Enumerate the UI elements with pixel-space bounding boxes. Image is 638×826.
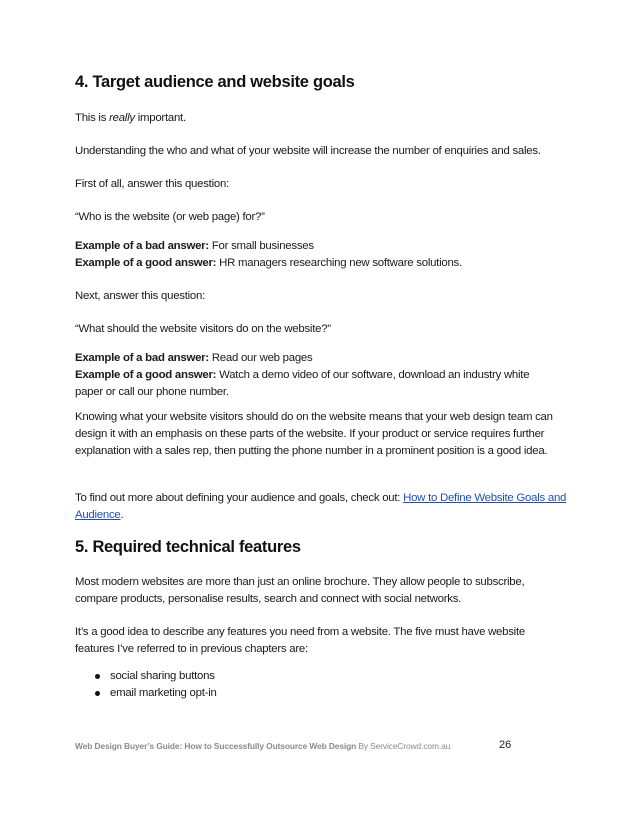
bad-answer-text: Read our web pages — [208, 352, 313, 364]
define-goals-link[interactable]: How to Define Website Goals and Audience — [75, 492, 567, 521]
text: To find out more about defining your audience and goals, check out: — [75, 492, 404, 504]
text: This is — [75, 112, 110, 124]
good-answer-label: Example of a good answer: — [75, 257, 217, 269]
good-answer-text: Watch a demo video of our software, download an industry white paper or call our phone number. — [75, 369, 530, 398]
list-item-label: email marketing opt-in — [110, 687, 217, 699]
paragraph-knowing: Knowing what your website visitors should do on the website means that your web design team can design it with an emphasis on these parts of the website. If your product or service requires further explanation with a sales rep, then putting the phone number in a prominent position is a good idea. — [75, 411, 553, 457]
bad-answer-text: For small businesses — [208, 240, 314, 252]
examples-who — [75, 238, 575, 272]
list-item — [75, 685, 217, 702]
page-number: 26 — [499, 739, 512, 751]
examples-what — [75, 350, 555, 401]
footer-source: By ServiceCrowd.com.au — [356, 741, 451, 751]
section-5-heading: 5. Required technical features — [75, 538, 301, 556]
question-what: “What should the website visitors do on the website?” — [75, 323, 331, 335]
paragraph-describe-features: It’s a good idea to describe any features you need from a website. The five must have website features I’ve referred to in previous chapters are: — [75, 626, 525, 655]
text: important. — [134, 112, 186, 124]
paragraph-find-out-more — [75, 490, 567, 524]
paragraph-modern-websites: Most modern websites are more than just an online brochure. They allow people to subscribe, compare products, personalise results, search and connect with social networks. — [75, 576, 525, 605]
paragraph-importance — [75, 110, 186, 127]
good-answer-text: HR managers researching new software solutions. — [216, 257, 462, 269]
text: . — [120, 509, 124, 521]
bad-answer-label: Example of a bad answer: — [75, 352, 209, 364]
question-who: “Who is the website (or web page) for?” — [75, 211, 265, 223]
paragraph-first-question: First of all, answer this question: — [75, 178, 229, 190]
feature-list — [75, 668, 217, 702]
list-item-label: social sharing buttons — [110, 670, 215, 682]
paragraph-understanding: Understanding the who and what of your website will increase the number of enquiries and sales. — [75, 145, 541, 157]
list-item — [75, 668, 217, 685]
bullet-icon — [95, 691, 100, 696]
good-answer-label: Example of a good answer: — [75, 369, 217, 381]
section-4-heading: 4. Target audience and website goals — [75, 73, 355, 91]
emphasis-text: really — [109, 112, 135, 124]
paragraph-next-question: Next, answer this question: — [75, 290, 206, 302]
footer-title: Web Design Buyer’s Guide: How to Successfully Outsource Web Design — [75, 741, 357, 751]
bullet-icon — [95, 674, 100, 679]
bad-answer-label: Example of a bad answer: — [75, 240, 209, 252]
